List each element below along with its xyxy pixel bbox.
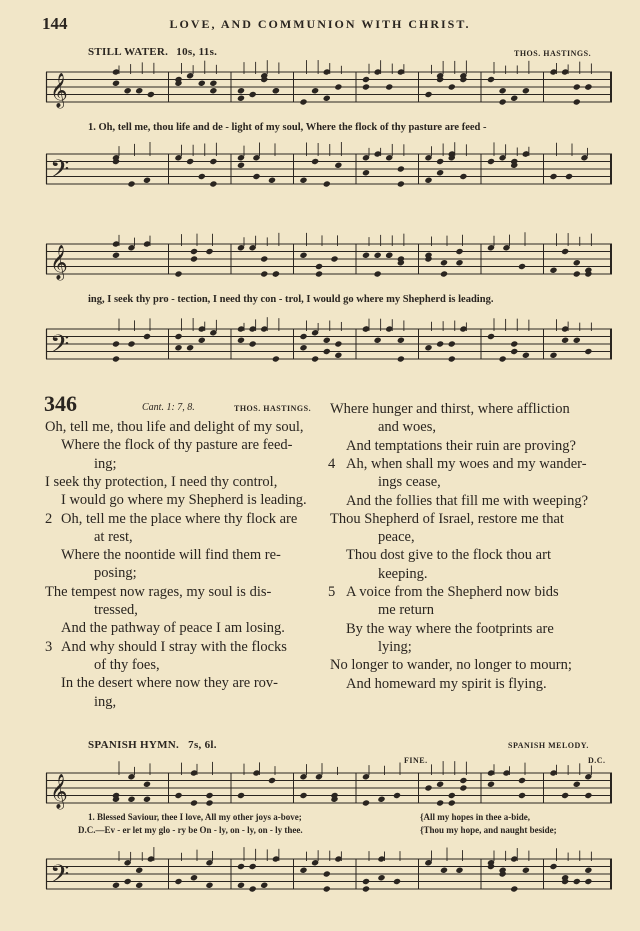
note-head bbox=[510, 340, 518, 347]
note-head bbox=[362, 83, 370, 90]
note-head bbox=[573, 98, 581, 105]
dc-marking: D.C. bbox=[588, 756, 606, 765]
note-head bbox=[127, 796, 135, 803]
note-head bbox=[198, 173, 206, 180]
note-head bbox=[374, 337, 382, 344]
note-head bbox=[362, 878, 370, 885]
clef-glyph: 𝄞 bbox=[50, 245, 68, 280]
right-column-line: A voice from the Shepherd now bids bbox=[346, 584, 559, 600]
note-head bbox=[561, 792, 569, 799]
tune2-meter: 7s, 6l. bbox=[188, 739, 217, 751]
note-head bbox=[260, 270, 268, 277]
note-head bbox=[397, 165, 405, 172]
right-column-line: No longer to wander, no longer to mourn; bbox=[330, 657, 572, 674]
tune1-lyric-line1: 1. Oh, tell me, thou life and de - light of my soul, Where the flock of thy pasture are feed - bbox=[88, 122, 487, 133]
note-head bbox=[393, 878, 401, 885]
note-head bbox=[198, 337, 206, 344]
note-head bbox=[330, 255, 338, 262]
note-head bbox=[190, 255, 198, 262]
note-head bbox=[518, 777, 526, 784]
note-head bbox=[362, 169, 370, 176]
note-head bbox=[143, 177, 151, 184]
note-head bbox=[315, 270, 323, 277]
note-head bbox=[209, 180, 217, 187]
note-head bbox=[393, 792, 401, 799]
note-head bbox=[459, 173, 467, 180]
note-head bbox=[573, 259, 581, 266]
note-head bbox=[209, 80, 217, 87]
note-head bbox=[522, 867, 530, 874]
note-head bbox=[237, 882, 245, 889]
note-head bbox=[174, 792, 182, 799]
note-head bbox=[299, 252, 307, 259]
note-head bbox=[143, 781, 151, 788]
note-head bbox=[334, 162, 342, 169]
left-column-line: Oh, tell me, thou life and delight of my soul, bbox=[45, 419, 304, 435]
note-head bbox=[510, 95, 518, 102]
clef-glyph: 𝄢 bbox=[50, 860, 70, 895]
note-head bbox=[174, 344, 182, 351]
note-head bbox=[424, 177, 432, 184]
note-head bbox=[205, 792, 213, 799]
note-head bbox=[190, 874, 198, 881]
note-head bbox=[385, 252, 393, 259]
note-head bbox=[584, 348, 592, 355]
note-head bbox=[135, 882, 143, 889]
note-head bbox=[487, 158, 495, 165]
note-head bbox=[237, 863, 245, 870]
tune2-lyric-right1-text: All my hopes in thee a-bide, bbox=[423, 812, 531, 822]
running-title: LOVE, AND COMMUNION WITH CHRIST. bbox=[169, 17, 471, 31]
note-head bbox=[334, 83, 342, 90]
note-head bbox=[561, 248, 569, 255]
note-head bbox=[549, 352, 557, 359]
right-column-line: keeping. bbox=[378, 565, 428, 582]
tune1-composer: THOS. HASTINGS. bbox=[514, 49, 592, 58]
left-column-line: at rest, bbox=[94, 528, 133, 545]
note-head bbox=[112, 355, 120, 362]
tune2-bass bbox=[46, 851, 612, 897]
note-head bbox=[127, 180, 135, 187]
note-head bbox=[362, 252, 370, 259]
note-head bbox=[205, 248, 213, 255]
right-column-line: And temptations their ruin are proving? bbox=[346, 437, 576, 454]
left-column-line: tressed, bbox=[94, 602, 138, 618]
note-head bbox=[209, 158, 217, 165]
page-number: 144 bbox=[42, 14, 68, 33]
note-head bbox=[323, 885, 331, 892]
tune1-system1-bass bbox=[46, 146, 612, 192]
note-head bbox=[584, 83, 592, 90]
right-column-line: me return bbox=[378, 602, 434, 619]
note-head bbox=[440, 270, 448, 277]
note-head bbox=[209, 87, 217, 94]
note-head bbox=[573, 83, 581, 90]
note-head bbox=[249, 885, 257, 892]
note-head bbox=[311, 158, 319, 165]
note-head bbox=[584, 878, 592, 885]
note-head bbox=[362, 885, 370, 892]
note-head bbox=[190, 248, 198, 255]
tune1-system2-treble bbox=[46, 236, 612, 282]
note-head bbox=[299, 792, 307, 799]
note-head bbox=[487, 781, 495, 788]
note-head bbox=[397, 337, 405, 344]
right-column-line: Thou Shepherd of Israel, restore me that bbox=[330, 510, 564, 527]
right-column-line: Where hunger and thirst, where affliction bbox=[330, 401, 570, 417]
left-column-verse-number: 3 bbox=[45, 638, 53, 655]
note-head bbox=[377, 796, 385, 803]
note-head bbox=[397, 355, 405, 362]
note-head bbox=[198, 80, 206, 87]
note-head bbox=[487, 333, 495, 340]
note-head bbox=[311, 87, 319, 94]
note-head bbox=[377, 874, 385, 881]
note-head bbox=[299, 867, 307, 874]
note-head bbox=[518, 263, 526, 270]
note-head bbox=[112, 882, 120, 889]
note-head bbox=[561, 337, 569, 344]
tune2-title: SPANISH HYMN. bbox=[88, 739, 180, 751]
note-head bbox=[205, 799, 213, 806]
note-head bbox=[584, 792, 592, 799]
left-column-line: In the desert where now they are rov- bbox=[61, 675, 279, 692]
right-column-line: And the follies that fill me with weeping? bbox=[346, 492, 589, 509]
note-head bbox=[299, 344, 307, 351]
note-head bbox=[440, 259, 448, 266]
note-head bbox=[112, 340, 120, 347]
note-head bbox=[315, 263, 323, 270]
note-head bbox=[334, 352, 342, 359]
clef-glyph: 𝄞 bbox=[50, 73, 68, 108]
note-head bbox=[143, 796, 151, 803]
note-head bbox=[311, 355, 319, 362]
note-head bbox=[436, 799, 444, 806]
note-head bbox=[299, 98, 307, 105]
note-head bbox=[268, 777, 276, 784]
note-head bbox=[249, 863, 257, 870]
staff-lines bbox=[46, 154, 612, 184]
note-head bbox=[237, 95, 245, 102]
left-column-line: Oh, tell me the place where thy flock are bbox=[61, 510, 298, 527]
note-head bbox=[448, 799, 456, 806]
note-head bbox=[424, 91, 432, 98]
note-head bbox=[374, 252, 382, 259]
note-head bbox=[487, 76, 495, 83]
hymn-number: 346 bbox=[44, 391, 77, 416]
note-head bbox=[448, 355, 456, 362]
note-head bbox=[459, 784, 467, 791]
note-head bbox=[323, 337, 331, 344]
note-head bbox=[424, 784, 432, 791]
right-column-verse-number: 4 bbox=[328, 455, 336, 472]
scripture-reference: Cant. 1: 7, 8. bbox=[142, 402, 195, 413]
tune1-lyric-line2: ing, I seek thy pro - tection, I need thy con - trol, I would go where my Shepherd is leading. bbox=[88, 294, 494, 305]
note-head bbox=[323, 348, 331, 355]
note-head bbox=[323, 95, 331, 102]
note-head bbox=[112, 80, 120, 87]
note-head bbox=[249, 91, 257, 98]
note-head bbox=[260, 255, 268, 262]
tune2-lyric-line1: 1. Blessed Saviour, thee I love, All my other joys a-bove; bbox=[88, 812, 302, 822]
tune1-name bbox=[88, 46, 217, 58]
note-head bbox=[272, 270, 280, 277]
note-head bbox=[190, 799, 198, 806]
brace-left: { bbox=[420, 812, 424, 822]
note-head bbox=[397, 180, 405, 187]
left-column-line: I seek thy protection, I need thy control, bbox=[45, 473, 278, 490]
left-column-line: Where the noontide will find them re- bbox=[61, 547, 281, 564]
note-head bbox=[268, 177, 276, 184]
tune1-meter: 10s, 11s. bbox=[176, 46, 218, 58]
note-head bbox=[252, 173, 260, 180]
note-head bbox=[249, 340, 257, 347]
tune2-treble bbox=[46, 765, 612, 811]
tune2-composer: SPANISH MELODY. bbox=[508, 741, 589, 750]
note-head bbox=[205, 882, 213, 889]
note-head bbox=[237, 337, 245, 344]
note-head bbox=[549, 267, 557, 274]
note-head bbox=[573, 878, 581, 885]
note-head bbox=[260, 882, 268, 889]
note-head bbox=[573, 337, 581, 344]
note-head bbox=[299, 333, 307, 340]
note-head bbox=[455, 867, 463, 874]
clef-glyph: 𝄢 bbox=[50, 155, 70, 190]
note-head bbox=[323, 180, 331, 187]
tune2-lyric-right2 bbox=[420, 825, 557, 835]
note-head bbox=[124, 878, 132, 885]
note-head bbox=[385, 83, 393, 90]
note-head bbox=[362, 799, 370, 806]
note-head bbox=[362, 76, 370, 83]
right-column-line: By the way where the footprints are bbox=[346, 620, 554, 637]
note-head bbox=[499, 355, 507, 362]
note-head bbox=[448, 340, 456, 347]
right-column-line: lying; bbox=[378, 638, 412, 655]
left-column-line: Where the flock of thy pasture are feed- bbox=[61, 437, 293, 454]
note-head bbox=[334, 340, 342, 347]
note-head bbox=[127, 340, 135, 347]
note-head bbox=[518, 792, 526, 799]
note-head bbox=[455, 259, 463, 266]
tune1-system2-bass bbox=[46, 321, 612, 367]
note-head bbox=[459, 777, 467, 784]
note-head bbox=[573, 781, 581, 788]
left-column-verse-number: 2 bbox=[45, 510, 53, 527]
note-head bbox=[237, 162, 245, 169]
brace-left-2: { bbox=[420, 825, 424, 835]
note-head bbox=[135, 87, 143, 94]
note-head bbox=[499, 87, 507, 94]
note-head bbox=[174, 878, 182, 885]
tune1-system1-treble bbox=[46, 64, 612, 110]
note-head bbox=[272, 87, 280, 94]
note-head bbox=[374, 270, 382, 277]
note-head bbox=[436, 169, 444, 176]
note-head bbox=[237, 792, 245, 799]
note-head bbox=[549, 863, 557, 870]
clef-glyph: 𝄞 bbox=[50, 774, 68, 809]
left-column-line: of thy foes, bbox=[94, 656, 160, 673]
tune1-title: STILL WATER. bbox=[88, 46, 169, 58]
note-head bbox=[448, 83, 456, 90]
note-head bbox=[143, 333, 151, 340]
note-head bbox=[522, 352, 530, 359]
right-column-line: and woes, bbox=[378, 419, 436, 436]
note-head bbox=[272, 355, 280, 362]
note-head bbox=[112, 252, 120, 259]
right-column-line: peace, bbox=[378, 529, 415, 546]
note-head bbox=[436, 340, 444, 347]
note-head bbox=[440, 867, 448, 874]
right-column-line: And homeward my spirit is flying. bbox=[346, 675, 547, 692]
note-head bbox=[573, 270, 581, 277]
right-column-line: Thou dost give to the flock thou art bbox=[346, 547, 551, 564]
note-head bbox=[549, 173, 557, 180]
right-column-verse-number: 5 bbox=[328, 584, 336, 600]
left-column-line: I would go where my Shepherd is leading. bbox=[61, 492, 307, 509]
note-head bbox=[436, 158, 444, 165]
note-head bbox=[147, 91, 155, 98]
note-head bbox=[448, 792, 456, 799]
left-column-line: And why should I stray with the flocks bbox=[61, 638, 287, 655]
note-head bbox=[565, 173, 573, 180]
left-column-line: posing; bbox=[94, 565, 137, 582]
tune2-lyric-right1 bbox=[420, 812, 530, 822]
note-head bbox=[174, 270, 182, 277]
tune2-lyric-right2-text: Thou my hope, and naught beside; bbox=[423, 825, 557, 835]
tune2-name bbox=[88, 739, 217, 751]
note-head bbox=[323, 870, 331, 877]
note-head bbox=[522, 87, 530, 94]
note-head bbox=[237, 87, 245, 94]
note-head bbox=[124, 87, 132, 94]
left-column-line: ing; bbox=[94, 455, 117, 472]
note-head bbox=[510, 885, 518, 892]
note-head bbox=[135, 867, 143, 874]
note-head bbox=[436, 781, 444, 788]
note-head bbox=[186, 158, 194, 165]
tune2-lyric-line2: D.C.—Ev - er let my glo - ry be On - ly, on - ly, on - ly thee. bbox=[78, 825, 303, 835]
left-column-line: And the pathway of peace I am losing. bbox=[61, 620, 285, 637]
fine-marking: FINE. bbox=[404, 756, 428, 765]
note-head bbox=[455, 248, 463, 255]
note-head bbox=[584, 867, 592, 874]
left-column-line: ing, bbox=[94, 693, 117, 710]
note-head bbox=[499, 98, 507, 105]
right-column-line: Ah, when shall my woes and my wander- bbox=[346, 455, 587, 472]
right-column-line: ings cease, bbox=[378, 474, 441, 491]
left-column-line: The tempest now rages, my soul is dis- bbox=[45, 583, 272, 600]
note-head bbox=[186, 344, 194, 351]
hymn-author: THOS. HASTINGS. bbox=[234, 404, 312, 413]
clef-glyph: 𝄢 bbox=[50, 330, 70, 365]
note-head bbox=[174, 333, 182, 340]
note-head bbox=[424, 344, 432, 351]
note-head bbox=[299, 177, 307, 184]
note-head bbox=[510, 348, 518, 355]
